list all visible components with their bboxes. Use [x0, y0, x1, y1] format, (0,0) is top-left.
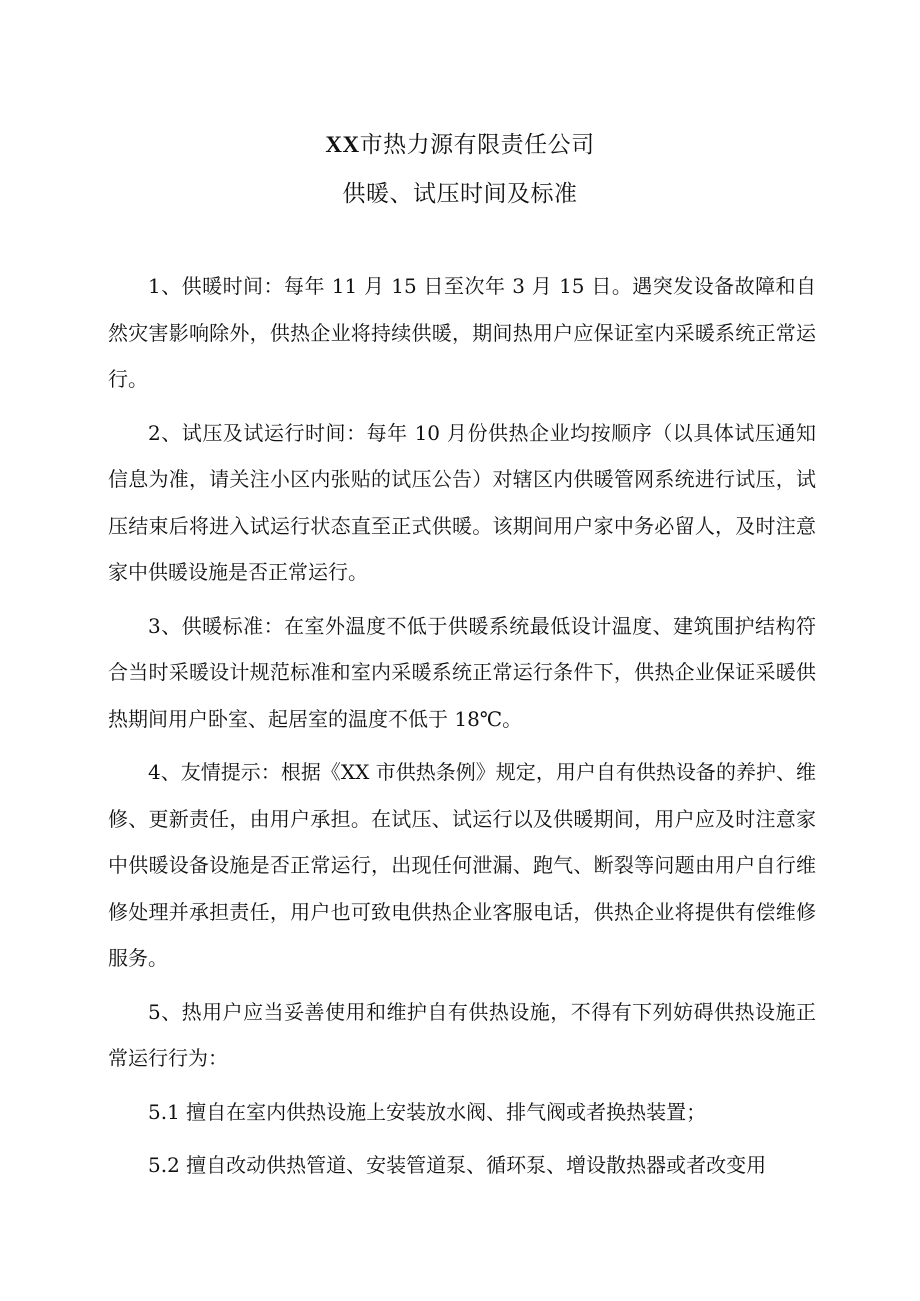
company-title-prefix: XX — [325, 132, 360, 157]
company-title — [0, 120, 920, 170]
paragraph-friendly-reminder: 4、友情提示：根据《XX 市供热条例》规定，用户自有供热设备的养护、维修、更新责任，由用户承担。在试压、试运行以及供暖期间，用户应及时注意家中供暖设备设施是否正常运行，出现任何泄漏、跑气、断裂等问题由用户自行维修处理并承担责任，用户也可致电供热企业客服电话，供热企业将提供有偿维修服务。 — [108, 760, 816, 970]
document-body — [108, 263, 816, 1196]
list-item-5-1: 5.1 擅自在室内供热设施上安装放水阀、排气阀或者换热装置； — [148, 1099, 707, 1124]
document-subtitle: 供暖、试压时间及标准 — [342, 181, 578, 207]
paragraph-user-obligations: 5、热用户应当妥善使用和维护自有供热设施，不得有下列妨碍供热设施正常运行行为： — [108, 999, 816, 1070]
list-item-5-2: 5.2 擅自改动供热管道、安装管道泵、循环泵、增设散热器或者改变用 — [148, 1153, 767, 1177]
document-header — [0, 120, 920, 219]
paragraph-heating-period: 1、供暖时间：每年 11 月 15 日至次年 3 月 15 日。遇突发设备故障和自然灾害影响除外，供热企业将持续供暖，期间热用户应保证室内采暖系统正常运行。 — [108, 274, 816, 391]
paragraph-heating-standard: 3、供暖标准：在室外温度不低于供暖系统最低设计温度、建筑围护结构符合当时采暖设计规范标准和室内采暖系统正常运行条件下，供热企业保证采暖供热期间用户卧室、起居室的温度不低于 18℃。 — [108, 613, 816, 731]
company-title-name: 市热力源有限责任公司 — [359, 132, 595, 158]
paragraph-pressure-test: 2、试压及试运行时间：每年 10 月份供热企业均按顺序（以具体试压通知信息为准，请关注小区内张贴的试压公告）对辖区内供暖管网系统进行试压，试压结束后将进入试运行状态直至正式供暖。该期间用户家中务必留人，及时注意家中供暖设施是否正常运行。 — [108, 420, 816, 584]
